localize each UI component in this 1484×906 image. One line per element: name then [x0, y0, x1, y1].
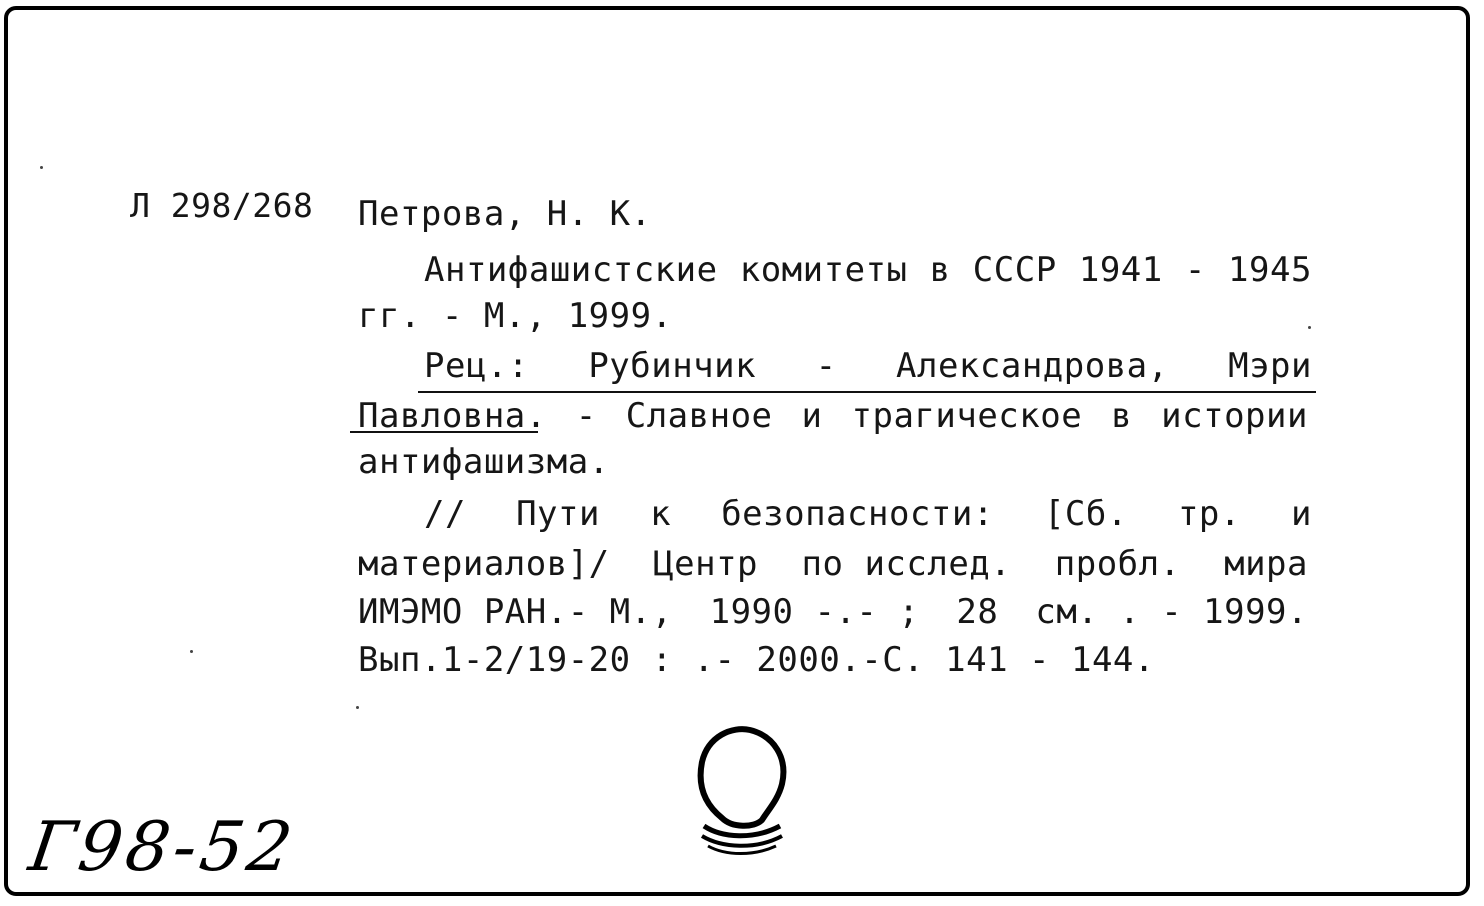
source-word: 1990 -.- ;: [709, 592, 920, 632]
source-word: ИМЭМО РАН.- М.,: [358, 592, 673, 632]
source-word: [Сб.: [1043, 494, 1128, 534]
review-word: Славное: [625, 396, 773, 436]
review-word: Рец.:: [424, 346, 529, 386]
source-word: //: [424, 494, 466, 534]
review-word: -: [575, 396, 597, 436]
title-word: комитеты: [739, 250, 908, 290]
source-line-4: Вып.1-2/19-20 : .- 2000.-С. 141 - 144.: [358, 640, 1155, 680]
title-line-1: [424, 250, 1312, 290]
title-word: 1945: [1228, 250, 1312, 290]
source-word: Центр: [653, 544, 759, 584]
shelf-mark: Л 298/268: [130, 186, 314, 225]
source-word: см. . - 1999.: [1035, 592, 1308, 632]
source-line-2: [358, 544, 1308, 584]
review-word: Александрова,: [896, 346, 1169, 386]
title-word: Антифашистские: [424, 250, 718, 290]
source-line-3: [358, 592, 1308, 632]
source-word: пробл.: [1054, 544, 1181, 584]
title-word: в: [929, 250, 951, 290]
source-word: безопасности:: [721, 494, 994, 534]
source-word: Пути: [516, 494, 600, 534]
source-word: материалов]/: [358, 544, 610, 584]
handwritten-code: Г98-52: [24, 808, 301, 887]
source-line-1: [424, 494, 1312, 534]
lightbulb-stamp-icon: [692, 722, 792, 862]
review-line-2: [358, 396, 1308, 436]
source-word: к: [650, 494, 672, 534]
title-word: -: [1184, 250, 1206, 290]
review-word: истории: [1161, 396, 1308, 436]
review-word: в: [1111, 396, 1133, 436]
review-word: и: [801, 396, 823, 436]
scan-speck: [190, 650, 193, 653]
review-word: Павловна.: [358, 396, 547, 436]
scan-speck: [1308, 326, 1311, 329]
source-word: мира: [1224, 544, 1308, 584]
review-underline: [418, 391, 1316, 393]
scan-speck: [40, 166, 43, 169]
review-line-3: антифашизма.: [358, 442, 610, 482]
source-word: тр.: [1177, 494, 1241, 534]
review-word: трагическое: [851, 396, 1083, 436]
review-word: -: [815, 346, 837, 386]
source-word: и: [1291, 494, 1312, 534]
scan-speck: [356, 706, 359, 709]
title-word: СССР: [972, 250, 1057, 290]
review-line-1: [424, 346, 1312, 386]
review-underline-short: [350, 431, 538, 433]
review-word: Рубинчик: [588, 346, 757, 386]
title-line-2: гг. - М., 1999.: [358, 296, 673, 336]
source-word: 28: [956, 592, 999, 632]
review-word: Мэри: [1228, 346, 1312, 386]
title-word: 1941: [1078, 250, 1163, 290]
source-word: по исслед.: [801, 544, 1012, 584]
author-line: Петрова, Н. К.: [358, 194, 652, 234]
